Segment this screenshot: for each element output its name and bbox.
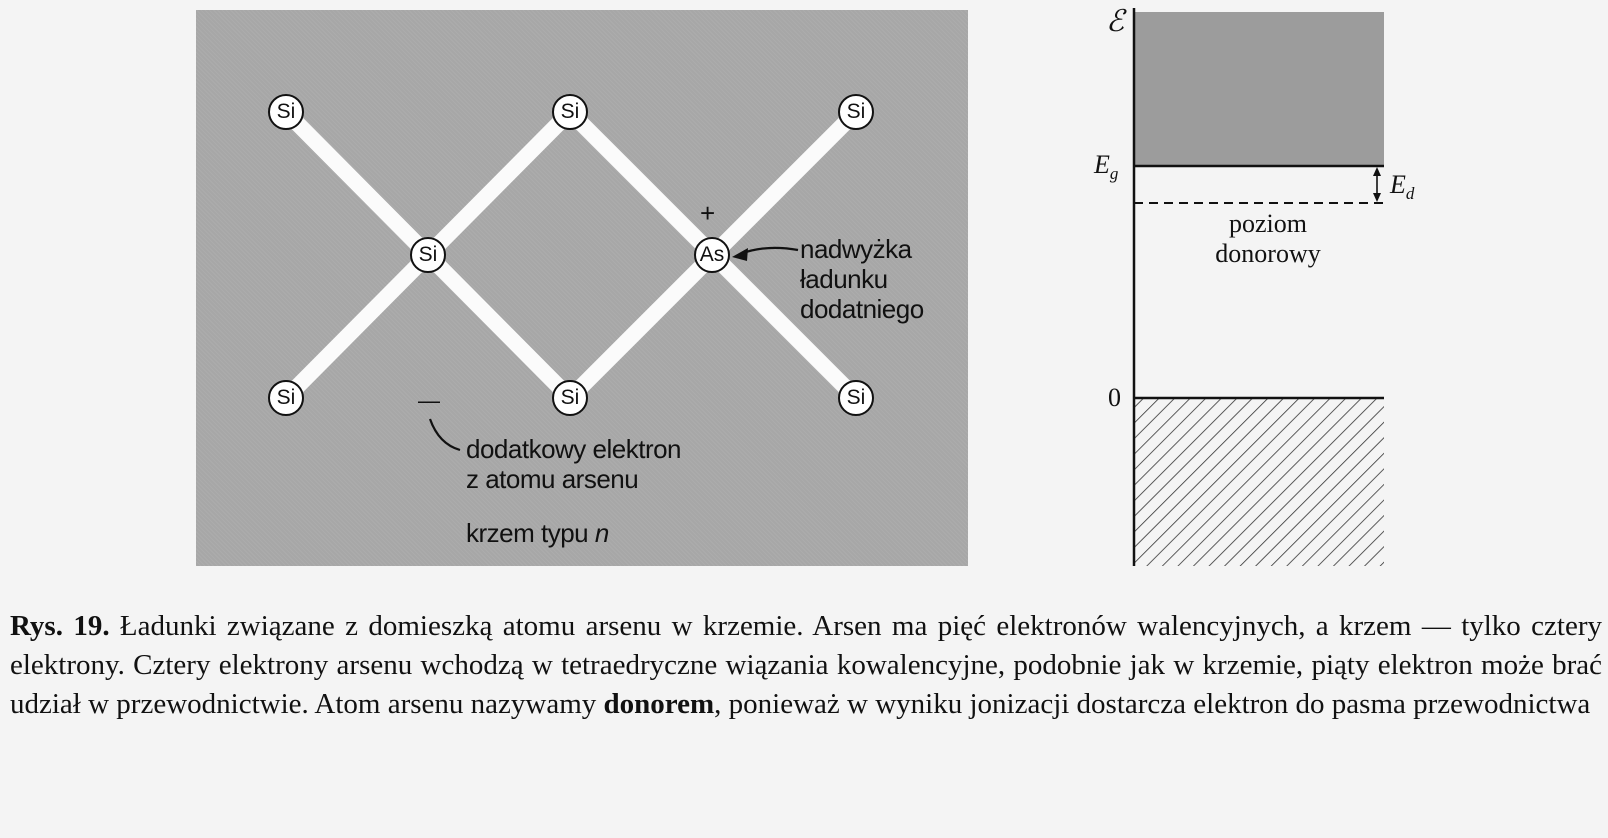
material-label: krzem typu n (466, 518, 609, 548)
donor-energy-arrowhead-up (1373, 167, 1381, 176)
atom-si: Si (552, 94, 588, 130)
band-diagram (1090, 0, 1450, 570)
excess-charge-arrow (740, 248, 798, 254)
conduction-band (1134, 12, 1384, 166)
atom-si: Si (838, 380, 874, 416)
gap-level-label: $E_g$ (1094, 150, 1119, 184)
donor-energy-arrowhead-down (1373, 193, 1381, 202)
atom-si: Si (410, 237, 446, 273)
valence-band (1134, 398, 1384, 566)
atom-si: Si (552, 380, 588, 416)
caption-text: Ładunki związane z domieszką atomu arsenu w krzemie. Arsen ma pięć elektronów walencyjnych, a krzem — tylko cztery elektrony. Cztery elektrony arsenu wchodzą w tetraedryczne wiązania kowalencyjne, podobnie jak w krzemie, piąty elektron może brać udział w przewodnictwie. Atom arsenu nazywamy (10, 610, 1602, 720)
donor-level-label: poziom donorowy (1215, 209, 1321, 268)
band-diagram-graphic (1090, 0, 1450, 570)
extra-electron-leader (430, 419, 460, 450)
minus-sign: — (418, 388, 440, 413)
zero-label: 0 (1108, 383, 1121, 412)
excess-charge-arrowhead (732, 248, 748, 261)
caption-label: Rys. 19. (10, 610, 110, 642)
plus-sign: + (700, 198, 715, 228)
lattice-panel (196, 10, 968, 566)
caption-text-end: , ponieważ w wyniku jonizacji dostarcza elektron do pasma przewodnictwa (714, 688, 1591, 720)
atom-as: As (694, 237, 730, 273)
atom-si: Si (268, 94, 304, 130)
donor-energy-label: $E_d$ (1390, 170, 1415, 204)
energy-axis-label: ℰ (1106, 5, 1125, 38)
figure-caption (10, 607, 1602, 724)
caption-term: donorem (603, 688, 715, 720)
atom-si: Si (268, 380, 304, 416)
atom-si: Si (838, 94, 874, 130)
excess-charge-label: nadwyżka ładunku dodatniego (800, 234, 924, 324)
extra-electron-label: dodatkowy elektron z atomu arsenu (466, 434, 682, 494)
